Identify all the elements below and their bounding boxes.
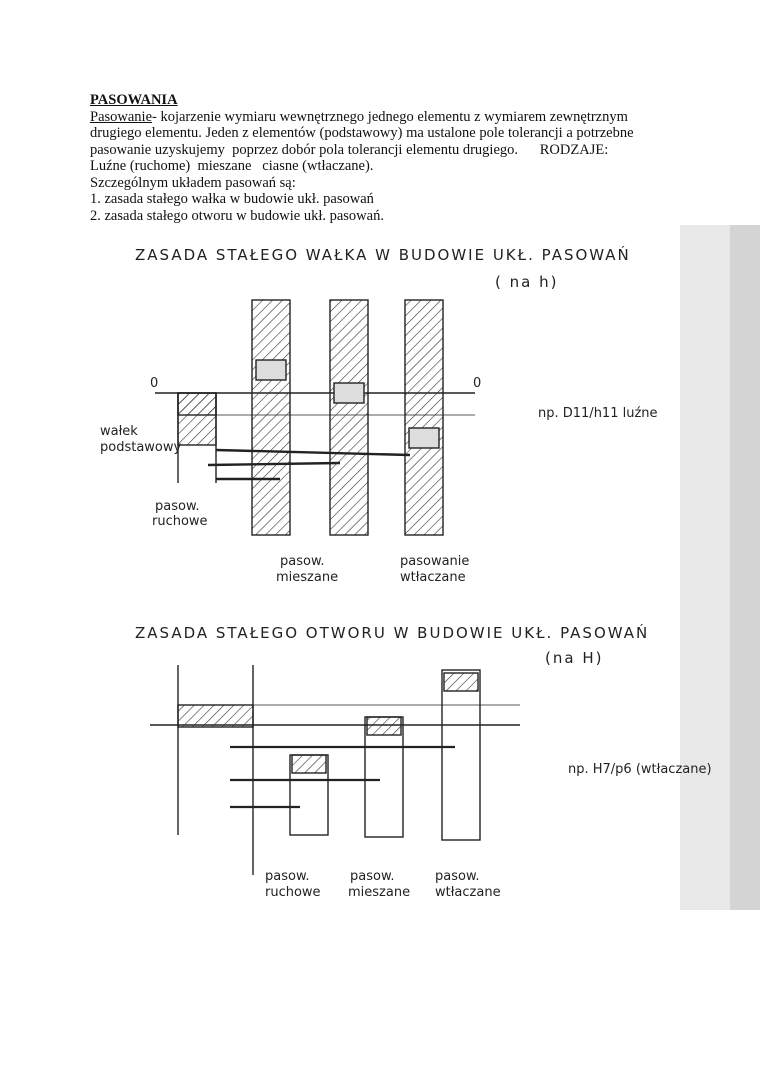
label2-press-2: wtłaczane	[435, 885, 501, 900]
text-line-6: 1. zasada stałego wałka w budowie ukł. pasowań	[90, 191, 374, 207]
shaft-1-tolerance	[292, 755, 326, 773]
label-loose-1: pasow.	[155, 499, 200, 514]
hole-1-tolerance	[256, 360, 286, 380]
hole-3-wall	[405, 300, 443, 535]
text-line-3: pasowanie uzyskujemy poprzez dobór pola tolerancji elementu drugiego. RODZAJE:	[90, 141, 609, 158]
hand-sketch	[80, 225, 760, 910]
text-line-4: Luźne (ruchome) mieszane ciasne (wtłaczane).	[90, 158, 374, 174]
label2-mixed-2: mieszane	[348, 885, 411, 900]
label-press-1: pasowanie	[400, 554, 470, 569]
sketch1-title: ZASADA STAŁEGO WAŁKA W BUDOWIE UKŁ. PASOWAŃ	[135, 246, 631, 264]
base-hole-zone	[178, 705, 253, 727]
sketch-shaft-system	[100, 245, 658, 585]
shaft-2-tolerance	[367, 717, 401, 735]
hole-2-wall	[330, 300, 368, 535]
label-mixed-1: pasow.	[280, 554, 325, 569]
hole-3-tolerance	[409, 428, 439, 448]
shaft-3	[442, 670, 480, 840]
shaft-tolerance-field	[178, 393, 216, 415]
label-shaft-2: podstawowy	[100, 440, 182, 455]
document-text	[90, 92, 690, 224]
text-line-7: 2. zasada stałego otworu w budowie ukł. pasowań.	[90, 207, 384, 224]
label-press-2: wtłaczane	[400, 570, 466, 585]
sketch2-example: np. H7/p6 (wtłaczane)	[568, 762, 712, 777]
sketch2-subtitle: (na H)	[545, 649, 604, 667]
hole-1-wall	[252, 300, 290, 535]
fit-bar-1	[216, 450, 410, 455]
zero-label-right: 0	[473, 376, 482, 391]
zero-label-left: 0	[150, 376, 159, 391]
sketch1-subtitle: ( na h)	[495, 273, 559, 291]
definition-rest: - kojarzenie wymiaru wewnętrznego jednego elementu z wymiarem zewnętrznym	[152, 108, 628, 125]
sketch-hole-system	[135, 623, 712, 900]
definition-term: Pasowanie	[90, 108, 153, 125]
sketch2-title: ZASADA STAŁEGO OTWORU W BUDOWIE UKŁ. PASOWAŃ	[135, 624, 650, 642]
text-line-5: Szczególnym układem pasowań są:	[90, 174, 296, 191]
fit-bar-2	[208, 463, 340, 465]
label-loose-2: ruchowe	[152, 514, 208, 529]
definition-line	[90, 109, 690, 126]
shaft-3-tolerance	[444, 673, 478, 691]
label2-press-1: pasow.	[435, 869, 480, 884]
label2-loose-2: ruchowe	[265, 885, 321, 900]
text-line-2: drugiego elementu. Jeden z elementów (podstawowy) ma ustalone pole tolerancji a potrzebne	[90, 125, 634, 141]
sketch1-example: np. D11/h11 luźne	[538, 406, 658, 421]
hole-2-tolerance	[334, 383, 364, 403]
label-mixed-2: mieszane	[276, 570, 339, 585]
scan-shadow-dark	[730, 225, 760, 910]
label2-loose-1: pasow.	[265, 869, 310, 884]
label-shaft-1: wałek	[100, 424, 138, 439]
document-title: PASOWANIA	[90, 92, 178, 108]
label2-mixed-1: pasow.	[350, 869, 395, 884]
